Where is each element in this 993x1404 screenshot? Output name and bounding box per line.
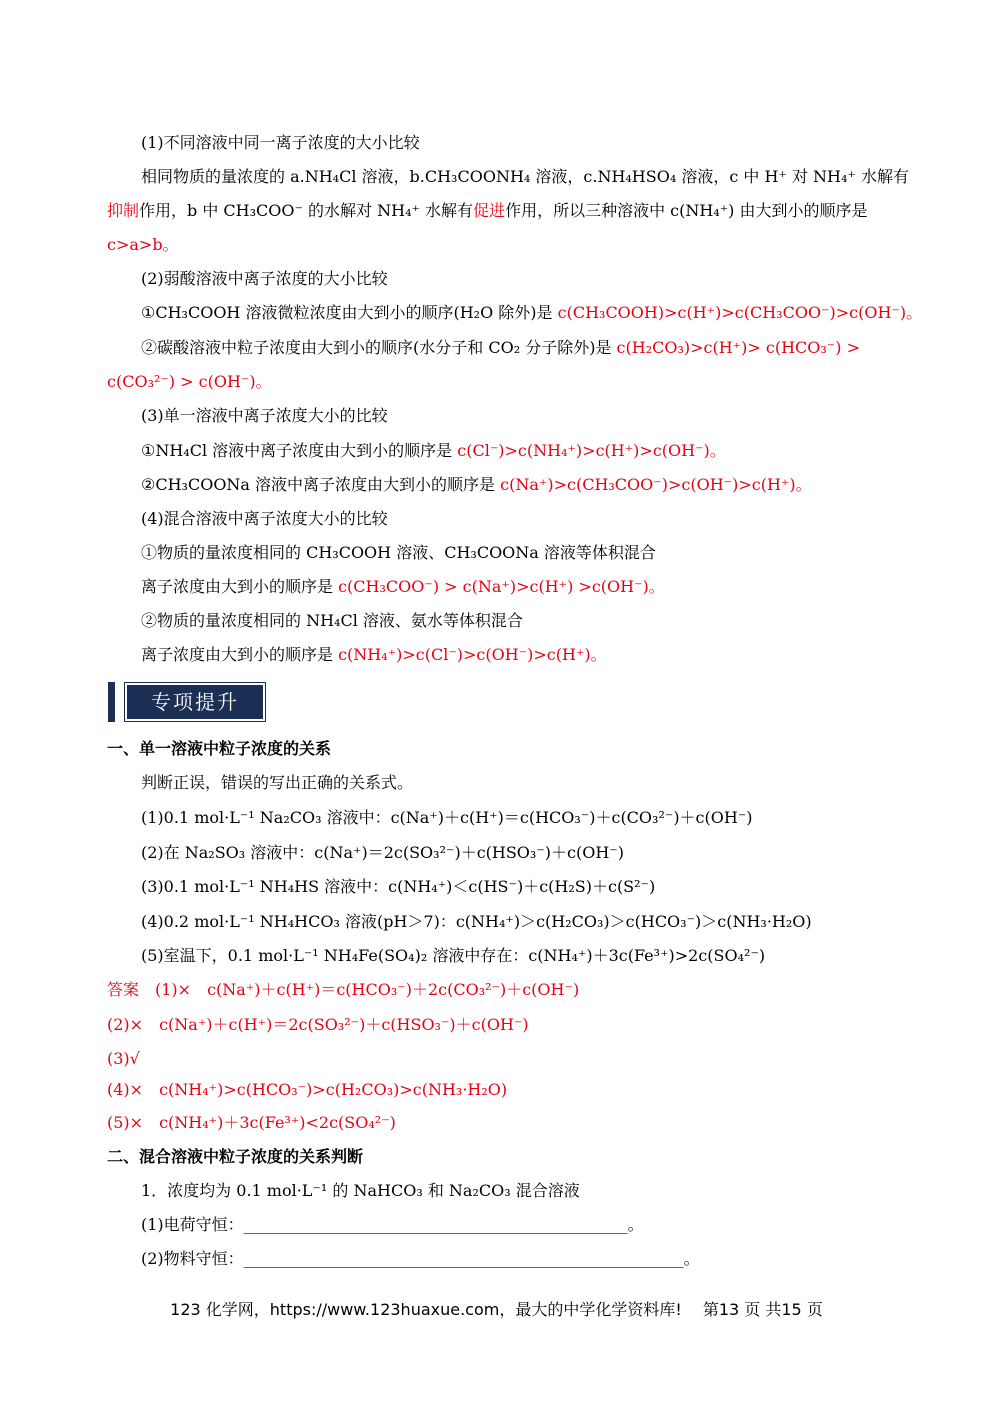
text-line: (5)× c(NH₄⁺)＋3c(Fe³⁺)<2c(SO₄²⁻) bbox=[107, 1113, 396, 1132]
text-segment: c(H₂CO₃)>c(H⁺)> c(HCO₃⁻) > bbox=[616, 338, 860, 357]
text-line: (4)混合溶液中离子浓度大小的比较 bbox=[141, 509, 388, 528]
text-line: (2)物料守恒：_______________________________________________________。 bbox=[141, 1249, 700, 1268]
text-line: ①物质的量浓度相同的 CH₃COOH 溶液、CH₃COONa 溶液等体积混合 bbox=[141, 543, 656, 562]
text-line bbox=[141, 577, 665, 597]
text-line bbox=[141, 645, 607, 665]
text-line: (3)单一溶液中离子浓度大小的比较 bbox=[141, 406, 388, 425]
text-line: (3)0.1 mol·L⁻¹ NH₄HS 溶液中：c(NH₄⁺)＜c(HS⁻)＋c(H₂S)＋c(S²⁻) bbox=[141, 877, 656, 896]
text-line: 二、混合溶液中粒子浓度的关系判断 bbox=[107, 1147, 364, 1166]
text-line: 一、单一溶液中粒子浓度的关系 bbox=[107, 739, 332, 758]
text-line: 1．浓度均为 0.1 mol·L⁻¹ 的 NaHCO₃ 和 Na₂CO₃ 混合溶液 bbox=[141, 1181, 580, 1200]
text-segment: c(CH₃COOH)>c(H⁺)>c(CH₃COO⁻)>c(OH⁻)。 bbox=[557, 303, 923, 322]
text-segment: c(Na⁺)>c(CH₃COO⁻)>c(OH⁻)>c(H⁺)。 bbox=[500, 475, 812, 494]
text-line: c(CO₃²⁻) > c(OH⁻)。 bbox=[107, 372, 272, 391]
text-line: (2)在 Na₂SO₃ 溶液中：c(Na⁺)＝2c(SO₃²⁻)＋c(HSO₃⁻)＋c(OH⁻) bbox=[141, 843, 624, 862]
text-line: ②物质的量浓度相同的 NH₄Cl 溶液、氨水等体积混合 bbox=[141, 611, 523, 630]
text-line bbox=[141, 441, 726, 461]
text-segment: 促进 bbox=[473, 201, 506, 220]
text-segment: 抑制 bbox=[107, 201, 140, 220]
text-line: (4)0.2 mol·L⁻¹ NH₄HCO₃ 溶液(pH＞7)：c(NH₄⁺)＞c(H₂CO₃)＞c(HCO₃⁻)＞c(NH₃·H₂O) bbox=[141, 912, 812, 931]
text-line bbox=[141, 475, 812, 495]
text-line: (2)× c(Na⁺)＋c(H⁺)＝2c(SO₃²⁻)＋c(HSO₃⁻)＋c(OH⁻) bbox=[107, 1015, 529, 1034]
text-segment: c(Cl⁻)>c(NH₄⁺)>c(H⁺)>c(OH⁻)。 bbox=[457, 441, 726, 460]
text-line: (1)0.1 mol·L⁻¹ Na₂CO₃ 溶液中：c(Na⁺)＋c(H⁺)＝c(HCO₃⁻)＋c(CO₃²⁻)＋c(OH⁻) bbox=[141, 808, 753, 827]
text-segment: 离子浓度由大到小的顺序是 bbox=[141, 577, 339, 596]
text-line: (2)弱酸溶液中离子浓度的大小比较 bbox=[141, 269, 388, 288]
banner-bar bbox=[108, 682, 115, 722]
text-segment: 作用，b 中 CH₃COO⁻ 的水解对 NH₄⁺ 水解有 bbox=[139, 201, 474, 220]
text-line bbox=[141, 303, 922, 323]
banner-label: 专项提升 bbox=[151, 690, 239, 714]
text-segment: c(NH₄⁺)>c(Cl⁻)>c(OH⁻)>c(H⁺)。 bbox=[338, 645, 607, 664]
text-line: 相同物质的量浓度的 a.NH₄Cl 溶液，b.CH₃COONH₄ 溶液，c.NH₄HSO₄ 溶液，c 中 H⁺ 对 NH₄⁺ 水解有 bbox=[141, 167, 909, 186]
text-line: c>a>b。 bbox=[107, 235, 179, 254]
text-segment: 离子浓度由大到小的顺序是 bbox=[141, 645, 339, 664]
text-line: 判断正误，错误的写出正确的关系式。 bbox=[141, 773, 414, 792]
text-segment: 作用，所以三种溶液中 c(NH₄⁺) 由大到小的顺序是 bbox=[505, 201, 868, 220]
text-line: 答案 (1)× c(Na⁺)＋c(H⁺)＝c(HCO₃⁻)＋2c(CO₃²⁻)＋c(OH⁻) bbox=[107, 980, 580, 999]
text-segment: ①NH₄Cl 溶液中离子浓度由大到小的顺序是 bbox=[141, 441, 458, 460]
text-line: (5)室温下，0.1 mol·L⁻¹ NH₄Fe(SO₄)₂ 溶液中存在：c(NH₄⁺)＋3c(Fe³⁺)>2c(SO₄²⁻) bbox=[141, 946, 766, 965]
text-segment: ②CH₃COONa 溶液中离子浓度由大到小的顺序是 bbox=[141, 475, 501, 494]
section-banner bbox=[108, 682, 266, 722]
text-line: (1)电荷守恒：________________________________________________。 bbox=[141, 1215, 644, 1234]
text-line bbox=[107, 201, 868, 221]
text-line bbox=[141, 338, 860, 358]
text-line: (3)√ bbox=[107, 1049, 140, 1068]
text-segment: ②碳酸溶液中粒子浓度由大到小的顺序(水分子和 CO₂ 分子除外)是 bbox=[141, 338, 617, 357]
text-line: (1)不同溶液中同一离子浓度的大小比较 bbox=[141, 133, 420, 152]
text-line: (4)× c(NH₄⁺)>c(HCO₃⁻)>c(H₂CO₃)>c(NH₃·H₂O) bbox=[107, 1080, 508, 1099]
text-segment: c(CH₃COO⁻) > c(Na⁺)>c(H⁺) >c(OH⁻)。 bbox=[338, 577, 665, 596]
text-segment: ①CH₃COOH 溶液微粒浓度由大到小的顺序(H₂O 除外)是 bbox=[141, 303, 558, 322]
page-footer: 123 化学网，https://www.123huaxue.com，最大的中学化学资料库! 第13 页 共15 页 bbox=[170, 1300, 823, 1319]
